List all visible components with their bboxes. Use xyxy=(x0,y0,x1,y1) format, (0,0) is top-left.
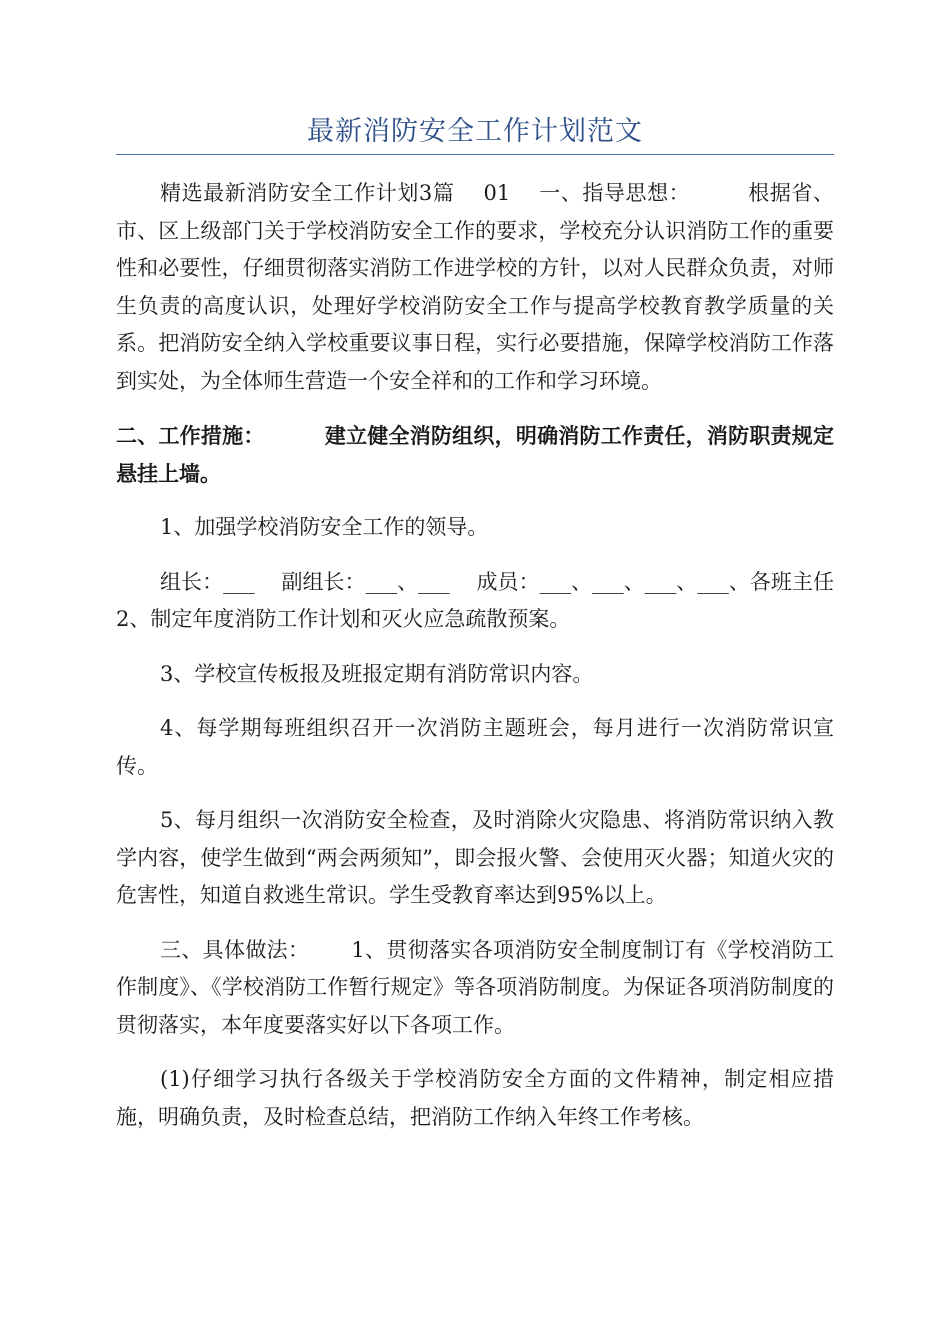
paragraph-measure-3: 3、学校宣传板报及班报定期有消防常识内容。 xyxy=(160,661,594,686)
paragraph-guiding-thoughts: 精选最新消防安全工作计划3篇 01 一、指导思想： 根据省、市、区上级部门关于学校消防安全工作的要求，学校充分认识消防工作的重要性和必要性，仔细贯彻落实消防工作进学校的方针，以对人民群众负责，对师生负责的高度认识，处理好学校消防安全工作与提高学校教育教学质量的关系。把消防安全纳入学校重要议事日程，实行必要措施，保障学校消防工作落到实处，为全体师生营造一个安全祥和的工作和学习环境。 xyxy=(116,181,834,393)
paragraph-specific-methods: 三、具体做法： 1、贯彻落实各项消防安全制度制订有《学校消防工作制度》、《学校消防工作暂行规定》等各项消防制度。为保证各项消防制度的贯彻落实，本年度要落实好以下各项工作。 xyxy=(116,937,834,1037)
paragraph-work-measures-heading: 二、工作措施： 建立健全消防组织，明确消防工作责任，消防职责规定悬挂上墙。 xyxy=(116,423,834,486)
paragraph-measure-4: 4、每学期每班组织召开一次消防主题班会，每月进行一次消防常识宣传。 xyxy=(116,716,834,778)
title-divider xyxy=(116,154,834,155)
paragraph-measure-1: 1、加强学校消防安全工作的领导。 xyxy=(160,515,489,539)
paragraph-item-1: (1)仔细学习执行各级关于学校消防安全方面的文件精神，制定相应措施，明确负责，及时检查总结，把消防工作纳入年终工作考核。 xyxy=(116,1067,834,1129)
paragraph-measure-5: 5、每月组织一次消防安全检查，及时消除火灾隐患、将消防常识纳入教学内容，使学生做到“两会两须知”，即会报火警、会使用灭火器；知道火灾的危害性，知道自救逃生常识。学生受教育率达到95%以上。 xyxy=(116,808,834,907)
document-page xyxy=(116,0,855,1136)
document-title: 最新消防安全工作计划范文 xyxy=(307,116,643,147)
paragraph-team-members: 组长：___ 副组长：___、___ 成员：___、___、___、___、各班主任 2、制定年度消防工作计划和灭火应急疏散预案。 xyxy=(116,569,855,631)
